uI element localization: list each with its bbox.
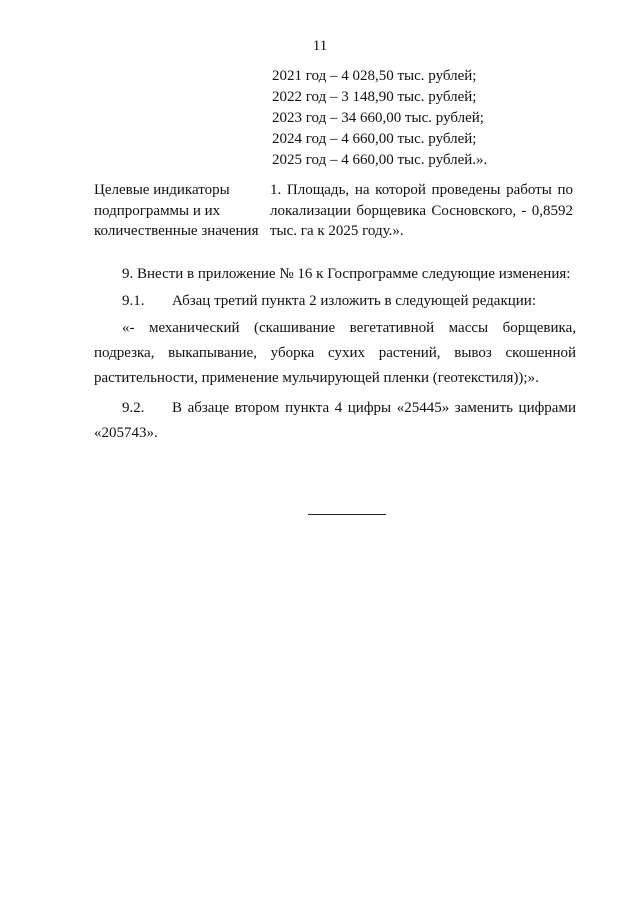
change-item-9: 9. Внести в приложение № 16 к Госпрограмме следующие изменения: <box>122 266 571 282</box>
quoted-amendment: «- механический (скашивание вегетативной массы борщевика, подрезка, выкапывание, уборка сухих растений, вывоз скошенной растительности, применение мульчирующей пленки (геотекстиля));». <box>94 320 576 386</box>
change-item-9-2 <box>94 396 576 446</box>
funding-by-year-list <box>272 66 487 171</box>
indicators-value: 1. Площадь, на которой проведены работы по локализации борщевика Сосновского, - 0,8592 тыс. га к 2025 году.». <box>270 182 573 239</box>
funding-line-2024: 2024 год – 4 660,00 тыс. рублей; <box>272 131 477 147</box>
indicators-label: Целевые индикаторы подпрограммы и их количественные значения <box>94 182 259 239</box>
change-item-9-1 <box>94 289 576 314</box>
change-item-9-1-number: 9.1. <box>122 293 145 309</box>
page-number: 11 <box>312 38 328 54</box>
funding-line-2021: 2021 год – 4 028,50 тыс. рублей; <box>272 68 477 84</box>
funding-line-2022: 2022 год – 3 148,90 тыс. рублей; <box>272 89 477 105</box>
funding-line-2025: 2025 год – 4 660,00 тыс. рублей.». <box>272 152 488 168</box>
change-item-9-1-text: Абзац третий пункта 2 изложить в следующей редакции: <box>172 293 537 309</box>
funding-line-2023: 2023 год – 34 660,00 тыс. рублей; <box>272 110 484 126</box>
change-item-9-2-continuation: «205743». <box>94 425 158 441</box>
end-of-text-rule <box>308 514 386 515</box>
change-item-9-2-number: 9.2. <box>122 400 145 416</box>
change-item-9-2-text: В абзаце втором пункта 4 цифры «25445» заменить цифрами <box>172 400 576 416</box>
